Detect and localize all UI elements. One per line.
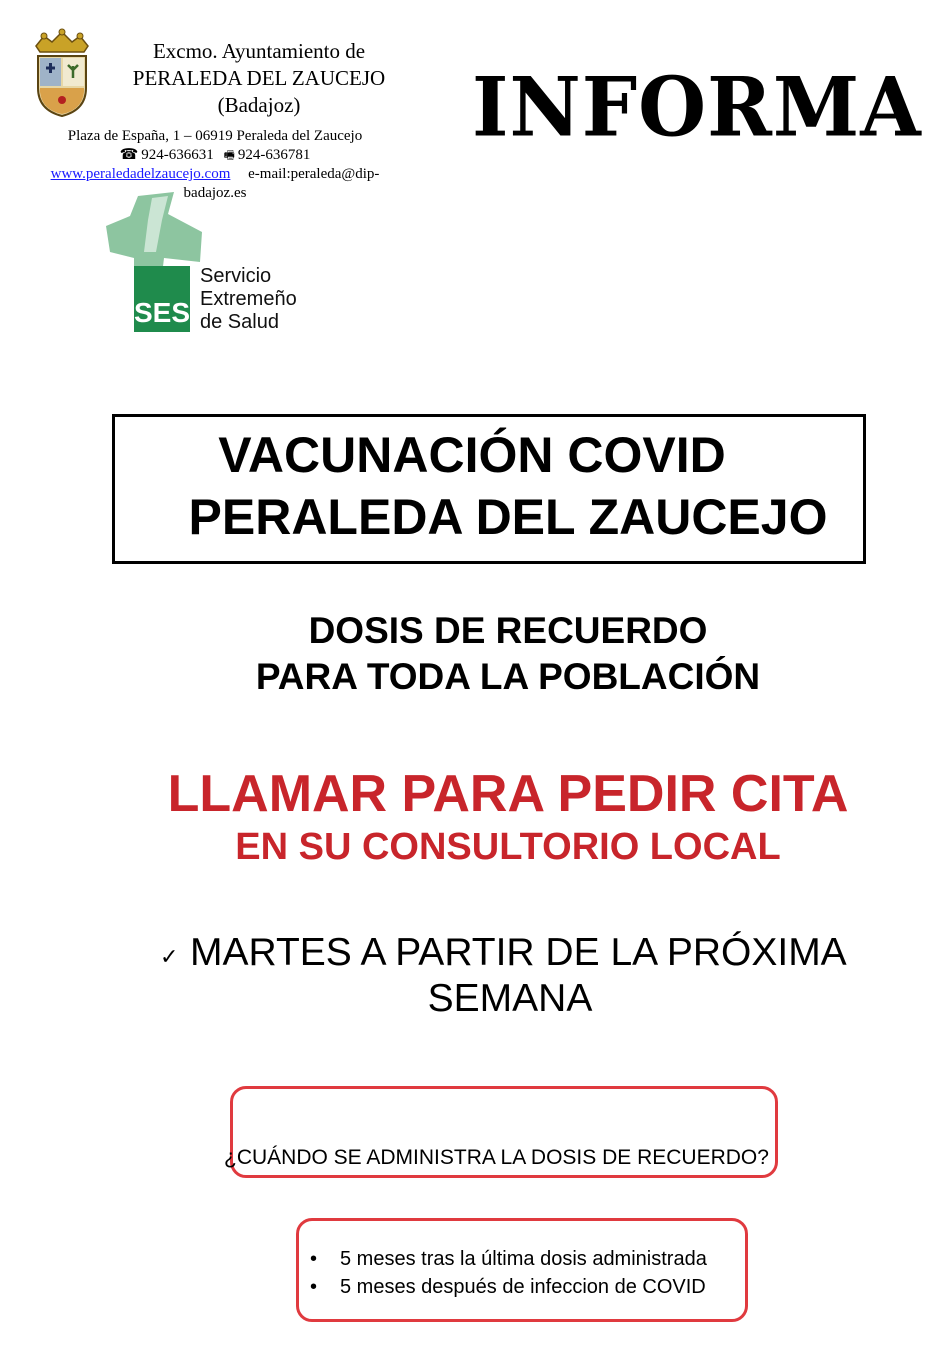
question-text: ¿CUÁNDO SE ADMINISTRA LA DOSIS DE RECUERDO? bbox=[224, 1146, 769, 1169]
org-line-2: PERALEDA DEL ZAUCEJO bbox=[132, 66, 386, 90]
title-line-2: PERALEDA DEL ZAUCEJO bbox=[188, 489, 828, 545]
phone-icon: ☎ bbox=[119, 147, 139, 163]
org-line-3: (Badajoz) bbox=[217, 93, 301, 117]
schedule-line-2: SEMANA bbox=[427, 977, 593, 1020]
phone-number: 924-636631 bbox=[141, 147, 214, 163]
ses-line-1: Servicio bbox=[200, 265, 272, 287]
address: Plaza de España, 1 – 06919 Peraleda del Zaucejo bbox=[67, 128, 363, 144]
phone-fax-row bbox=[20, 146, 410, 165]
answers-list bbox=[308, 1245, 707, 1301]
subtitle-line-2: PARA TODA LA POBLACIÓN bbox=[255, 656, 761, 697]
fax-number: 924-636781 bbox=[237, 147, 311, 163]
website-link[interactable]: www.peraledadelzaucejo.com bbox=[50, 166, 231, 182]
subtitle-line-1: DOSIS DE RECUERDO bbox=[308, 610, 708, 651]
municipality-name bbox=[100, 38, 418, 119]
list-item: • 5 meses después de infeccion de COVID bbox=[308, 1273, 707, 1301]
ses-line-2: Extremeño bbox=[200, 288, 297, 310]
check-icon: ✓ bbox=[160, 944, 179, 969]
list-item: • 5 meses tras la última dosis administrada bbox=[308, 1245, 707, 1273]
ses-name bbox=[200, 265, 297, 334]
org-line-1: Excmo. Ayuntamiento de bbox=[152, 39, 366, 63]
ses-badge-text: SES bbox=[133, 297, 191, 328]
fax-icon: 🖷 bbox=[223, 148, 235, 162]
schedule-text bbox=[190, 930, 890, 1022]
title-line-1: VACUNACIÓN COVID bbox=[218, 427, 726, 483]
ses-line-3: de Salud bbox=[200, 311, 279, 333]
email-text: e-mail:peraleda@dip-badajoz.es bbox=[183, 166, 380, 201]
schedule-line-1: MARTES A PARTIR DE LA PRÓXIMA bbox=[190, 931, 847, 974]
call-heading: LLAMAR PARA PEDIR CITA bbox=[167, 765, 849, 823]
coat-of-arms-icon bbox=[30, 28, 94, 120]
informa-heading: INFORMA bbox=[472, 59, 922, 156]
call-subheading: EN SU CONSULTORIO LOCAL bbox=[235, 826, 781, 868]
